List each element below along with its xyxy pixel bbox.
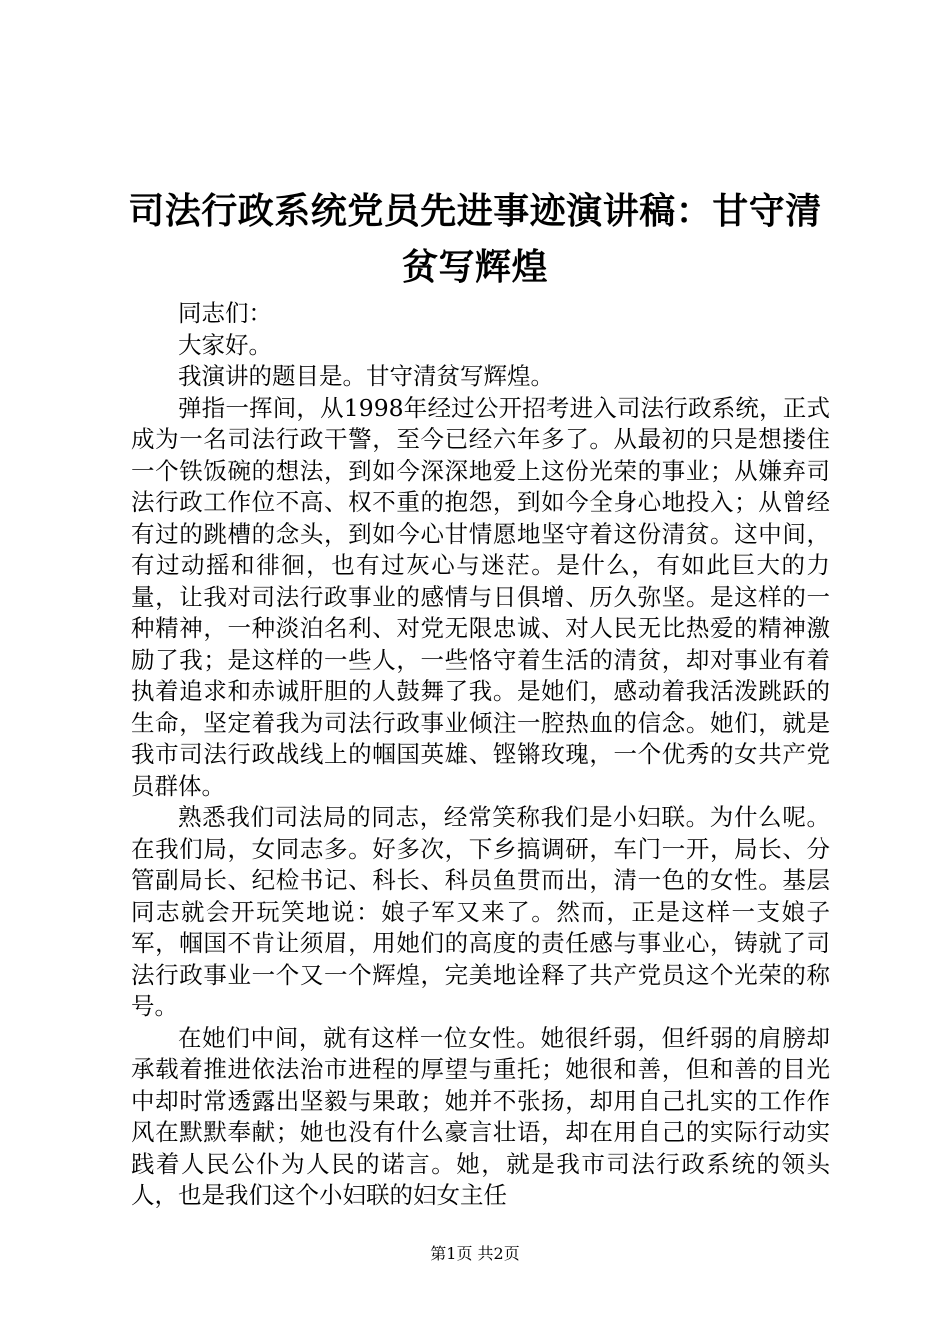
body-paragraph: 熟悉我们司法局的同志，经常笑称我们是小妇联。为什么呢。在我们局，女同志多。好多次，下乡搞调研，车门一开，局长、分管副局长、纪检书记、科长、科员鱼贯而出，清一色的女性。基层同志就会开玩笑地说：娘子军又来了。然而，正是这样一支娘子军，帼国不肯让须眉，用她们的高度的责任感与事业心，铸就了司法行政事业一个又一个辉煌，完美地诠释了共产党员这个光荣的称号。 [131,803,830,1020]
page-number-footer: 第1页 共2页 [430,1244,520,1263]
greeting-paragraph: 大家好。 [178,330,272,359]
document-body [131,298,830,1212]
topic-paragraph: 我演讲的题目是。甘守清贫写辉煌。 [178,362,554,390]
body-paragraph: 在她们中间，就有这样一位女性。她很纤弱，但纤弱的肩膀却承载着推进依法治市进程的厚望与重托；她很和善，但和善的目光中却时常透露出坚毅与果敢；她并不张扬，却用自己扎实的工作作风在默默奉献；她也没有什么豪言壮语，却在用自己的实际行动实践着人民公仆为人民的诺言。她，就是我市司法行政系统的领头人，也是我们这个小妇联的妇女主任 [131,1023,830,1209]
salutation-paragraph: 同志们： [178,299,272,327]
document-title: 司法行政系统党员先进事迹演讲稿：甘守清贫写辉煌 [128,190,822,288]
body-paragraph: 弹指一挥间，从1998年经过公开招考进入司法行政系统，正式成为一名司法行政干警，至今已经六年多了。从最初的只是想搂住一个铁饭碗的想法，到如今深深地爱上这份光荣的事业；从嫌弃司法行政工作位不高、权不重的抱怨，到如今全身心地投入；从曾经有过的跳槽的念头，到如今心甘情愿地坚守着这份清贫。这中间，有过动摇和徘徊，也有过灰心与迷茫。是什么，有如此巨大的力量，让我对司法行政事业的感情与日俱增、历久弥坚。是这样的一种精神，一种淡泊名利、对党无限忠诚、对人民无比热爱的精神激励了我；是这样的一些人，一些恪守着生活的清贫，却对事业有着执着追求和赤诚肝胆的人鼓舞了我。是她们，感动着我活泼跳跃的生命，坚定着我为司法行政事业倾注一腔热血的信念。她们，就是我市司法行政战线上的帼国英雄、铿锵玫瑰，一个优秀的女共产党员群体。 [131,393,830,800]
